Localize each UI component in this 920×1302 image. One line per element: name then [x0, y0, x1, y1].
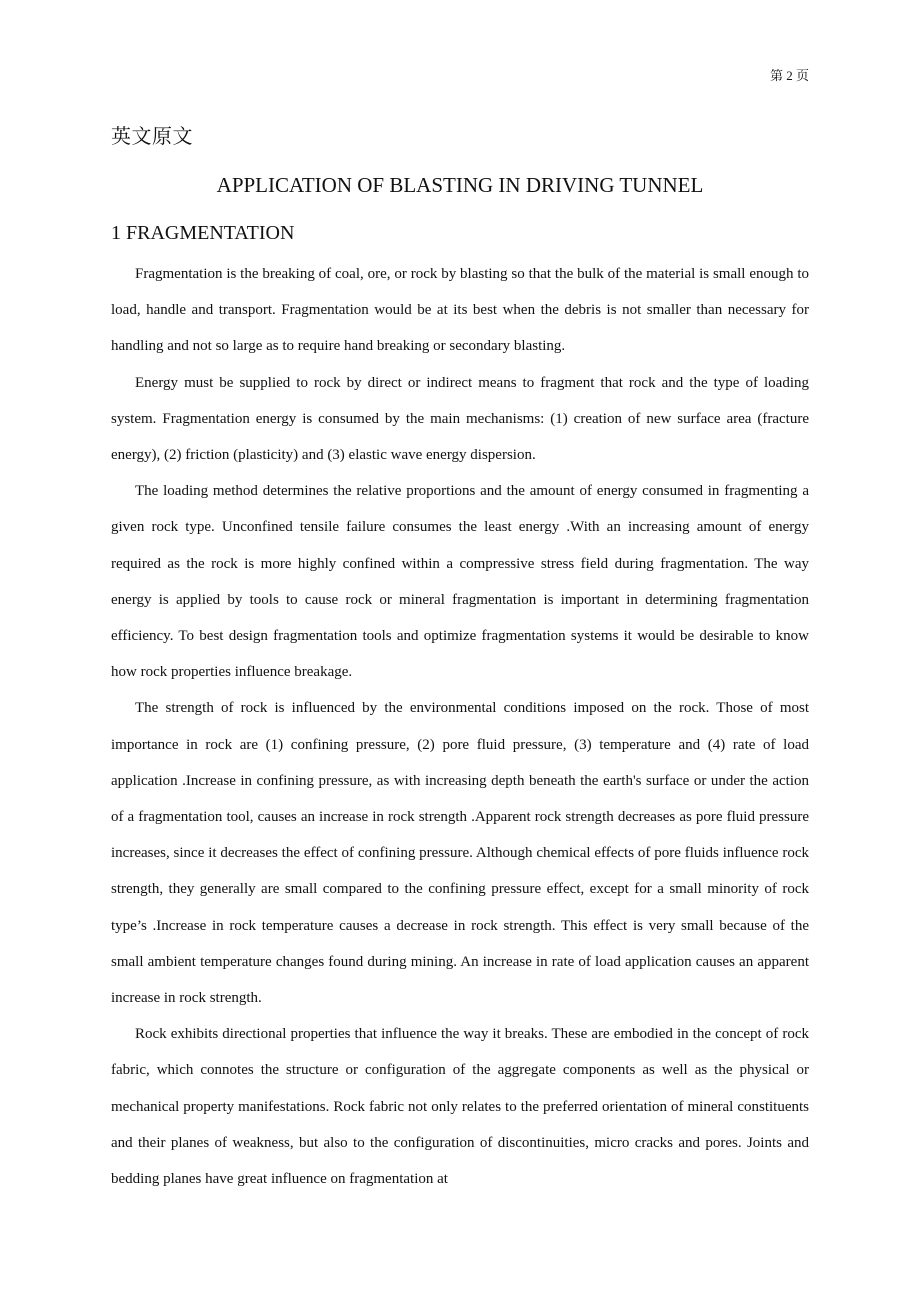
page-number: 第 2 页 [769, 68, 809, 83]
document-title: APPLICATION OF BLASTING IN DRIVING TUNNEL [216, 173, 704, 197]
paragraph-5: Rock exhibits directional properties that influence the way it breaks. These are embodied in the concept of rock fabric, which connotes the structure or configuration of the aggregate components as well as the physical or mechanical property manifestations. Rock fabric not only relates to the preferred orientation of mineral constituents and their planes of weakness, but also to the configuration of discontinuities, micro cracks and pores. Joints and bedding planes have great influence on fragmentation at [111, 1026, 809, 1188]
section-heading: 1 FRAGMENTATION [111, 222, 295, 244]
paragraph-3: The loading method determines the relative proportions and the amount of energy consumed in fragmenting a given rock type. Unconfined tensile failure consumes the least energy .With an increasing amount of energy required as the rock is more highly confined within a compressive stress field during fragmentation. The way energy is applied by tools to cause rock or mineral fragmentation is important in determining fragmentation efficiency. To best design fragmentation tools and optimize fragmentation systems it would be desirable to know how rock properties influence breakage. [111, 483, 809, 681]
section-label: 英文原文 [111, 124, 193, 148]
paragraph-4: The strength of rock is influenced by the environmental conditions imposed on the rock. Those of most importance in rock are (1) confining pressure, (2) pore fluid pressure, (3) temperature and (4) rate of load application .Increase in confining pressure, as with increasing depth beneath the earth's surface or under the action of a fragmentation tool, causes an increase in rock strength .Apparent rock strength decreases as pore fluid pressure increases, since it decreases the effect of confining pressure. Although chemical effects of pore fluids influence rock strength, they generally are small compared to the confining pressure effect, except for a small minority of rock type’s .Increase in rock temperature causes a decrease in rock strength. This effect is very small because of the small ambient temperature changes found during mining. An increase in rate of load application causes an apparent increase in rock strength. [111, 700, 809, 1007]
paragraph-2: Energy must be supplied to rock by direct or indirect means to fragment that rock and the type of loading system. Fragmentation energy is consumed by the main mechanisms: (1) creation of new surface area (fracture energy), (2) friction (plasticity) and (3) elastic wave energy dispersion. [111, 374, 809, 464]
paragraph-1: Fragmentation is the breaking of coal, ore, or rock by blasting so that the bulk of the material is small enough to load, handle and transport. Fragmentation would be at its best when the debris is not smaller than necessary for handling and not so large as to require hand breaking or secondary blasting. [111, 266, 809, 355]
body-text [111, 256, 809, 1197]
